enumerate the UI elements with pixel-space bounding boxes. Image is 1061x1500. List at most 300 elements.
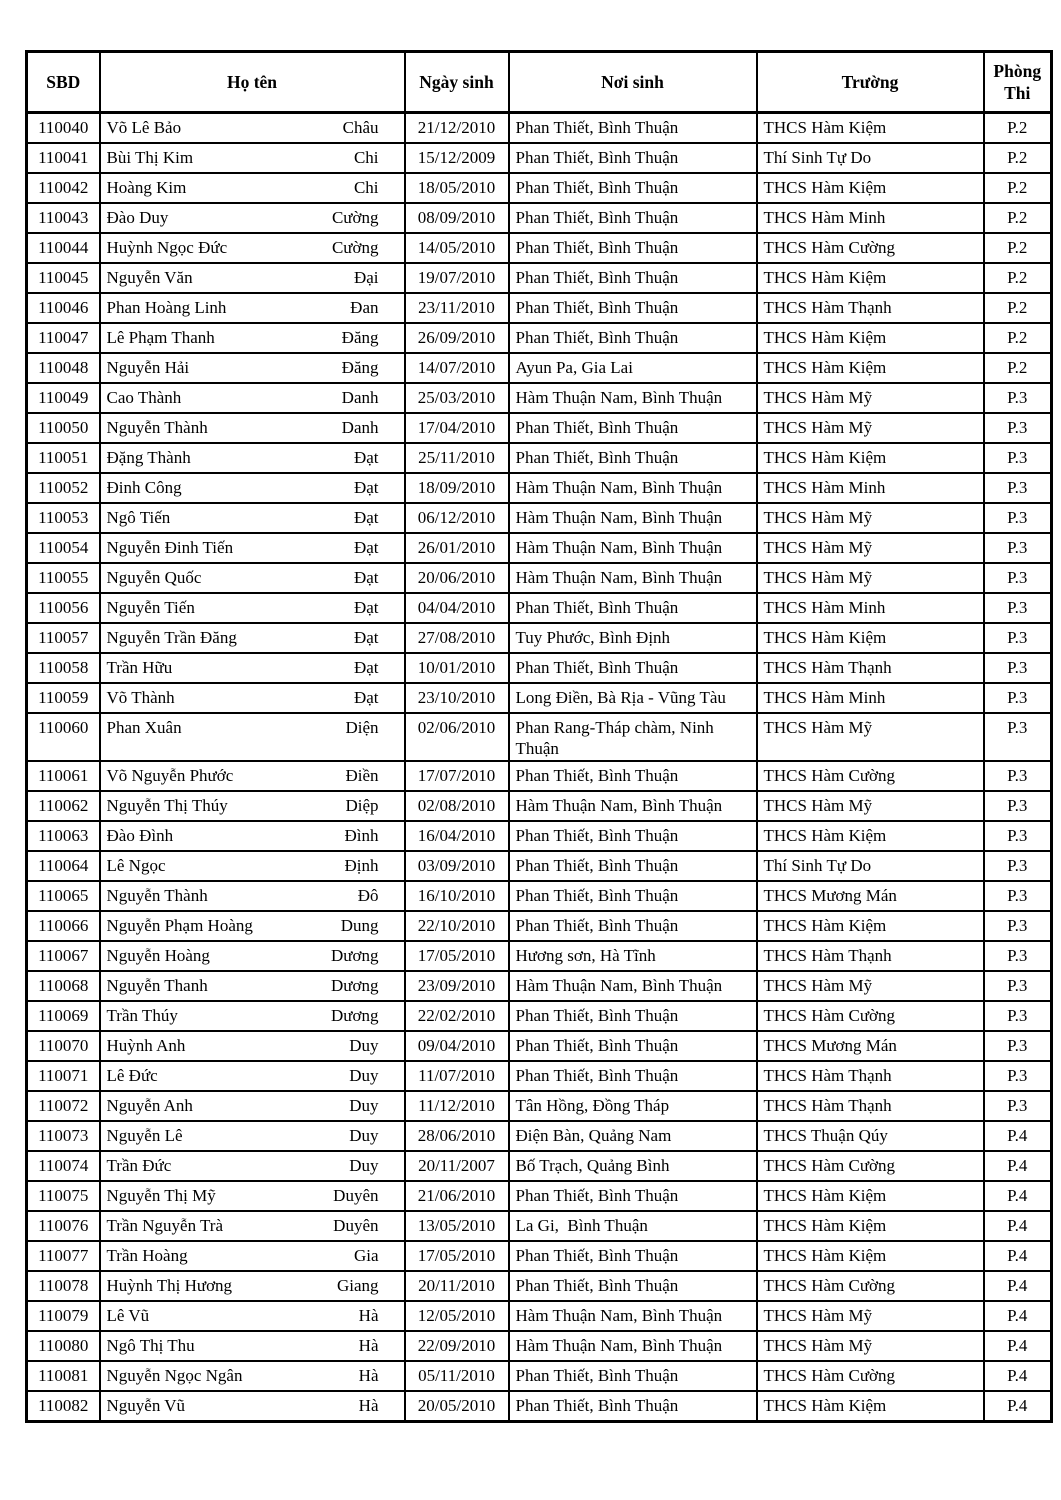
cell-birthplace: Hàm Thuận Nam, Bình Thuận bbox=[509, 791, 757, 821]
cell-school: THCS Hàm Minh bbox=[757, 473, 984, 503]
cell-full-name bbox=[100, 1061, 405, 1091]
cell-school: Thí Sinh Tự Do bbox=[757, 143, 984, 173]
cell-candidate-number: 110070 bbox=[27, 1031, 100, 1061]
cell-school: THCS Hàm Thạnh bbox=[757, 1061, 984, 1091]
cell-birthplace: Phan Thiết, Bình Thuận bbox=[509, 1391, 757, 1422]
cell-birthplace: Phan Thiết, Bình Thuận bbox=[509, 323, 757, 353]
cell-candidate-number: 110074 bbox=[27, 1151, 100, 1181]
given-name: Châu bbox=[342, 118, 379, 137]
cell-candidate-number: 110077 bbox=[27, 1241, 100, 1271]
cell-full-name bbox=[100, 1031, 405, 1061]
cell-candidate-number: 110059 bbox=[27, 683, 100, 713]
table-row bbox=[27, 1061, 1052, 1091]
cell-birthdate: 17/05/2010 bbox=[405, 941, 509, 971]
cell-birthdate: 04/04/2010 bbox=[405, 593, 509, 623]
cell-birthdate: 18/05/2010 bbox=[405, 173, 509, 203]
cell-exam-room: P.3 bbox=[984, 383, 1052, 413]
cell-birthdate: 20/11/2010 bbox=[405, 1271, 509, 1301]
table-row bbox=[27, 1031, 1052, 1061]
cell-exam-room: P.3 bbox=[984, 971, 1052, 1001]
cell-birthplace: Phan Thiết, Bình Thuận bbox=[509, 821, 757, 851]
cell-exam-room: P.3 bbox=[984, 881, 1052, 911]
cell-birthdate: 18/09/2010 bbox=[405, 473, 509, 503]
cell-birthdate: 20/06/2010 bbox=[405, 563, 509, 593]
cell-exam-room: P.3 bbox=[984, 1061, 1052, 1091]
family-middle-name: Trần Hoàng bbox=[106, 1246, 188, 1265]
family-middle-name: Lê Ngọc bbox=[106, 856, 166, 875]
table-row bbox=[27, 1091, 1052, 1121]
cell-full-name bbox=[100, 173, 405, 203]
full-name bbox=[107, 657, 398, 678]
cell-full-name bbox=[100, 563, 405, 593]
cell-exam-room: P.2 bbox=[984, 263, 1052, 293]
table-row bbox=[27, 1211, 1052, 1241]
cell-exam-room: P.4 bbox=[984, 1271, 1052, 1301]
given-name: Đạt bbox=[353, 598, 379, 617]
cell-school: THCS Hàm Cường bbox=[757, 1271, 984, 1301]
full-name bbox=[107, 825, 398, 846]
cell-school: THCS Mương Mán bbox=[757, 881, 984, 911]
cell-full-name bbox=[100, 1331, 405, 1361]
cell-birthdate: 16/04/2010 bbox=[405, 821, 509, 851]
cell-birthdate: 17/04/2010 bbox=[405, 413, 509, 443]
cell-candidate-number: 110063 bbox=[27, 821, 100, 851]
cell-school: THCS Hàm Cường bbox=[757, 1001, 984, 1031]
cell-birthplace: Phan Thiết, Bình Thuận bbox=[509, 911, 757, 941]
family-middle-name: Võ Nguyễn Phước bbox=[106, 766, 234, 785]
cell-birthdate: 16/10/2010 bbox=[405, 881, 509, 911]
cell-birthdate: 11/07/2010 bbox=[405, 1061, 509, 1091]
cell-birthplace: Phan Thiết, Bình Thuận bbox=[509, 1031, 757, 1061]
cell-exam-room: P.4 bbox=[984, 1391, 1052, 1422]
cell-birthplace: Phan Thiết, Bình Thuận bbox=[509, 851, 757, 881]
cell-school: THCS Hàm Thạnh bbox=[757, 1091, 984, 1121]
cell-school: THCS Hàm Kiệm bbox=[757, 1241, 984, 1271]
family-middle-name: Phan Hoàng Linh bbox=[106, 298, 227, 317]
cell-candidate-number: 110056 bbox=[27, 593, 100, 623]
given-name: Đạt bbox=[353, 508, 379, 527]
cell-candidate-number: 110064 bbox=[27, 851, 100, 881]
family-middle-name: Trần Thúy bbox=[106, 1006, 178, 1025]
cell-exam-room: P.3 bbox=[984, 683, 1052, 713]
family-middle-name: Nguyễn Hoàng bbox=[106, 946, 210, 965]
cell-full-name bbox=[100, 383, 405, 413]
cell-birthplace: Hương sơn, Hà Tĩnh bbox=[509, 941, 757, 971]
cell-school: THCS Hàm Mỹ bbox=[757, 563, 984, 593]
cell-full-name bbox=[100, 1001, 405, 1031]
family-middle-name: Nguyễn Lê bbox=[106, 1126, 183, 1145]
cell-school: THCS Hàm Cường bbox=[757, 1151, 984, 1181]
full-name bbox=[107, 537, 398, 558]
family-middle-name: Trần Nguyễn Trà bbox=[106, 1216, 224, 1235]
cell-birthplace: Hàm Thuận Nam, Bình Thuận bbox=[509, 503, 757, 533]
cell-birthplace: Phan Thiết, Bình Thuận bbox=[509, 593, 757, 623]
cell-school: THCS Hàm Mỹ bbox=[757, 383, 984, 413]
family-middle-name: Huỳnh Ngọc Đức bbox=[106, 238, 228, 257]
cell-full-name bbox=[100, 713, 405, 761]
table-row bbox=[27, 563, 1052, 593]
family-middle-name: Lê Đức bbox=[106, 1066, 158, 1085]
full-name bbox=[107, 1155, 398, 1176]
given-name: Chi bbox=[353, 178, 379, 197]
full-name bbox=[107, 267, 398, 288]
cell-birthplace: Tân Hồng, Đồng Tháp bbox=[509, 1091, 757, 1121]
cell-exam-room: P.3 bbox=[984, 821, 1052, 851]
family-middle-name: Nguyễn Đinh Tiến bbox=[106, 538, 234, 557]
cell-school: THCS Hàm Thạnh bbox=[757, 941, 984, 971]
table-row bbox=[27, 1301, 1052, 1331]
cell-full-name bbox=[100, 233, 405, 263]
cell-exam-room: P.2 bbox=[984, 203, 1052, 233]
given-name: Duy bbox=[349, 1156, 379, 1175]
cell-birthdate: 26/01/2010 bbox=[405, 533, 509, 563]
given-name: Đại bbox=[353, 268, 379, 287]
cell-birthplace: Bố Trạch, Quảng Bình bbox=[509, 1151, 757, 1181]
cell-full-name bbox=[100, 1181, 405, 1211]
cell-birthdate: 17/07/2010 bbox=[405, 761, 509, 791]
cell-full-name bbox=[100, 971, 405, 1001]
cell-birthdate: 21/06/2010 bbox=[405, 1181, 509, 1211]
cell-birthplace: Hàm Thuận Nam, Bình Thuận bbox=[509, 473, 757, 503]
cell-full-name bbox=[100, 1151, 405, 1181]
cell-exam-room: P.3 bbox=[984, 593, 1052, 623]
table-row bbox=[27, 443, 1052, 473]
cell-candidate-number: 110051 bbox=[27, 443, 100, 473]
table-row bbox=[27, 1331, 1052, 1361]
cell-birthdate: 13/05/2010 bbox=[405, 1211, 509, 1241]
cell-candidate-number: 110073 bbox=[27, 1121, 100, 1151]
cell-birthdate: 25/03/2010 bbox=[405, 383, 509, 413]
given-name: Chi bbox=[353, 148, 379, 167]
cell-birthplace: Phan Thiết, Bình Thuận bbox=[509, 203, 757, 233]
header-sbd: SBD bbox=[27, 52, 100, 113]
cell-full-name bbox=[100, 941, 405, 971]
cell-school: THCS Hàm Thạnh bbox=[757, 293, 984, 323]
cell-full-name bbox=[100, 821, 405, 851]
table-row bbox=[27, 383, 1052, 413]
cell-birthdate: 19/07/2010 bbox=[405, 263, 509, 293]
table-row bbox=[27, 713, 1052, 761]
cell-birthplace: Phan Thiết, Bình Thuận bbox=[509, 143, 757, 173]
cell-exam-room: P.3 bbox=[984, 1091, 1052, 1121]
cell-candidate-number: 110047 bbox=[27, 323, 100, 353]
cell-school: THCS Hàm Kiệm bbox=[757, 263, 984, 293]
cell-full-name bbox=[100, 353, 405, 383]
given-name: Cường bbox=[331, 238, 379, 257]
table-row bbox=[27, 971, 1052, 1001]
header-row bbox=[27, 52, 1052, 113]
full-name bbox=[107, 207, 398, 228]
cell-school: THCS Hàm Kiệm bbox=[757, 1391, 984, 1422]
cell-candidate-number: 110055 bbox=[27, 563, 100, 593]
full-name bbox=[107, 1305, 398, 1326]
cell-birthplace: Phan Thiết, Bình Thuận bbox=[509, 1001, 757, 1031]
cell-birthdate: 27/08/2010 bbox=[405, 623, 509, 653]
cell-school: THCS Hàm Cường bbox=[757, 233, 984, 263]
family-middle-name: Lê Vũ bbox=[106, 1306, 150, 1325]
given-name: Dung bbox=[340, 916, 379, 935]
cell-exam-room: P.2 bbox=[984, 353, 1052, 383]
table-row bbox=[27, 1151, 1052, 1181]
cell-full-name bbox=[100, 791, 405, 821]
cell-school: THCS Hàm Mỹ bbox=[757, 503, 984, 533]
cell-school: THCS Hàm Minh bbox=[757, 593, 984, 623]
table-row bbox=[27, 1241, 1052, 1271]
cell-birthdate: 12/05/2010 bbox=[405, 1301, 509, 1331]
cell-candidate-number: 110068 bbox=[27, 971, 100, 1001]
given-name: Dương bbox=[331, 976, 379, 995]
cell-exam-room: P.3 bbox=[984, 533, 1052, 563]
cell-full-name bbox=[100, 623, 405, 653]
cell-full-name bbox=[100, 203, 405, 233]
cell-school: THCS Hàm Mỹ bbox=[757, 413, 984, 443]
cell-exam-room: P.3 bbox=[984, 761, 1052, 791]
header-full-name: Họ tên bbox=[100, 52, 405, 113]
cell-candidate-number: 110061 bbox=[27, 761, 100, 791]
cell-exam-room: P.4 bbox=[984, 1211, 1052, 1241]
table-row bbox=[27, 293, 1052, 323]
cell-school: THCS Hàm Minh bbox=[757, 683, 984, 713]
cell-candidate-number: 110058 bbox=[27, 653, 100, 683]
full-name bbox=[107, 597, 398, 618]
cell-birthplace: La Gi, Bình Thuận bbox=[509, 1211, 757, 1241]
cell-full-name bbox=[100, 263, 405, 293]
family-middle-name: Phan Xuân bbox=[106, 718, 182, 737]
family-middle-name: Ngô Thị Thu bbox=[106, 1336, 195, 1355]
cell-full-name bbox=[100, 1301, 405, 1331]
family-middle-name: Nguyễn Tiến bbox=[106, 598, 195, 617]
table-row bbox=[27, 203, 1052, 233]
given-name: Định bbox=[344, 856, 379, 875]
given-name: Dương bbox=[331, 1006, 379, 1025]
cell-school: Thí Sinh Tự Do bbox=[757, 851, 984, 881]
table-row bbox=[27, 173, 1052, 203]
cell-birthdate: 28/06/2010 bbox=[405, 1121, 509, 1151]
cell-birthplace: Phan Thiết, Bình Thuận bbox=[509, 1241, 757, 1271]
table-row bbox=[27, 533, 1052, 563]
cell-exam-room: P.4 bbox=[984, 1181, 1052, 1211]
table-row bbox=[27, 593, 1052, 623]
cell-birthdate: 23/11/2010 bbox=[405, 293, 509, 323]
cell-candidate-number: 110080 bbox=[27, 1331, 100, 1361]
table-row bbox=[27, 143, 1052, 173]
cell-full-name bbox=[100, 593, 405, 623]
family-middle-name: Đinh Công bbox=[106, 478, 182, 497]
given-name: Duy bbox=[349, 1096, 379, 1115]
cell-birthplace: Phan Thiết, Bình Thuận bbox=[509, 173, 757, 203]
cell-school: THCS Hàm Kiệm bbox=[757, 113, 984, 144]
full-name bbox=[107, 1245, 398, 1266]
table-row bbox=[27, 653, 1052, 683]
table-row bbox=[27, 353, 1052, 383]
cell-birthplace: Phan Thiết, Bình Thuận bbox=[509, 761, 757, 791]
cell-candidate-number: 110050 bbox=[27, 413, 100, 443]
cell-full-name bbox=[100, 443, 405, 473]
cell-school: THCS Hàm Mỹ bbox=[757, 791, 984, 821]
cell-candidate-number: 110069 bbox=[27, 1001, 100, 1031]
cell-full-name bbox=[100, 653, 405, 683]
header-birthplace: Nơi sinh bbox=[509, 52, 757, 113]
cell-full-name bbox=[100, 1121, 405, 1151]
table-row bbox=[27, 1121, 1052, 1151]
cell-exam-room: P.2 bbox=[984, 323, 1052, 353]
full-name bbox=[107, 1275, 398, 1296]
cell-birthdate: 20/11/2007 bbox=[405, 1151, 509, 1181]
cell-birthdate: 23/09/2010 bbox=[405, 971, 509, 1001]
cell-candidate-number: 110041 bbox=[27, 143, 100, 173]
full-name bbox=[107, 177, 398, 198]
cell-candidate-number: 110060 bbox=[27, 713, 100, 761]
cell-candidate-number: 110040 bbox=[27, 113, 100, 144]
family-middle-name: Bùi Thị Kim bbox=[106, 148, 194, 167]
cell-full-name bbox=[100, 473, 405, 503]
cell-full-name bbox=[100, 1391, 405, 1422]
table-row bbox=[27, 683, 1052, 713]
given-name: Đăng bbox=[341, 358, 379, 377]
given-name: Đô bbox=[357, 886, 379, 905]
given-name: Đạt bbox=[353, 688, 379, 707]
cell-birthplace: Long Điền, Bà Rịa - Vũng Tàu bbox=[509, 683, 757, 713]
cell-candidate-number: 110054 bbox=[27, 533, 100, 563]
cell-candidate-number: 110044 bbox=[27, 233, 100, 263]
cell-birthplace: Ayun Pa, Gia Lai bbox=[509, 353, 757, 383]
cell-exam-room: P.4 bbox=[984, 1151, 1052, 1181]
cell-candidate-number: 110053 bbox=[27, 503, 100, 533]
given-name: Đan bbox=[350, 298, 379, 317]
full-name bbox=[107, 147, 398, 168]
cell-birthdate: 10/01/2010 bbox=[405, 653, 509, 683]
cell-exam-room: P.4 bbox=[984, 1241, 1052, 1271]
cell-birthplace: Phan Rang-Tháp chàm, Ninh Thuận bbox=[509, 713, 757, 761]
full-name bbox=[107, 1125, 398, 1146]
family-middle-name: Võ Lê Bảo bbox=[106, 118, 182, 137]
given-name: Duy bbox=[349, 1126, 379, 1145]
cell-birthplace: Phan Thiết, Bình Thuận bbox=[509, 293, 757, 323]
table-row bbox=[27, 1271, 1052, 1301]
full-name bbox=[107, 447, 398, 468]
full-name bbox=[107, 975, 398, 996]
cell-school: THCS Hàm Mỹ bbox=[757, 713, 984, 761]
given-name: Duyên bbox=[333, 1216, 379, 1235]
cell-birthdate: 02/08/2010 bbox=[405, 791, 509, 821]
cell-exam-room: P.2 bbox=[984, 293, 1052, 323]
cell-exam-room: P.3 bbox=[984, 473, 1052, 503]
cell-school: THCS Hàm Kiệm bbox=[757, 323, 984, 353]
cell-birthdate: 09/04/2010 bbox=[405, 1031, 509, 1061]
given-name: Hà bbox=[358, 1366, 379, 1385]
cell-birthplace: Phan Thiết, Bình Thuận bbox=[509, 113, 757, 144]
cell-full-name bbox=[100, 1361, 405, 1391]
table-row bbox=[27, 1001, 1052, 1031]
cell-birthdate: 06/12/2010 bbox=[405, 503, 509, 533]
header-school: Trường bbox=[757, 52, 984, 113]
cell-full-name bbox=[100, 851, 405, 881]
family-middle-name: Lê Phạm Thanh bbox=[106, 328, 215, 347]
cell-full-name bbox=[100, 1241, 405, 1271]
cell-birthplace: Phan Thiết, Bình Thuận bbox=[509, 263, 757, 293]
cell-candidate-number: 110062 bbox=[27, 791, 100, 821]
family-middle-name: Võ Thành bbox=[106, 688, 175, 707]
given-name: Đạt bbox=[353, 568, 379, 587]
table-row bbox=[27, 623, 1052, 653]
cell-candidate-number: 110078 bbox=[27, 1271, 100, 1301]
given-name: Cường bbox=[331, 208, 379, 227]
given-name: Dương bbox=[331, 946, 379, 965]
full-name bbox=[107, 687, 398, 708]
table-row bbox=[27, 1361, 1052, 1391]
header-exam-room: Phòng Thi bbox=[984, 52, 1052, 113]
family-middle-name: Hoàng Kim bbox=[106, 178, 187, 197]
cell-school: THCS Hàm Cường bbox=[757, 761, 984, 791]
family-middle-name: Nguyễn Hải bbox=[106, 358, 190, 377]
cell-exam-room: P.2 bbox=[984, 233, 1052, 263]
given-name: Diện bbox=[345, 718, 379, 737]
cell-birthplace: Phan Thiết, Bình Thuận bbox=[509, 413, 757, 443]
cell-candidate-number: 110043 bbox=[27, 203, 100, 233]
cell-school: THCS Mương Mán bbox=[757, 1031, 984, 1061]
given-name: Hà bbox=[358, 1396, 379, 1415]
full-name bbox=[107, 717, 398, 738]
given-name: Đạt bbox=[353, 538, 379, 557]
table-row bbox=[27, 263, 1052, 293]
given-name: Đạt bbox=[353, 478, 379, 497]
cell-birthplace: Hàm Thuận Nam, Bình Thuận bbox=[509, 971, 757, 1001]
cell-exam-room: P.4 bbox=[984, 1361, 1052, 1391]
cell-candidate-number: 110082 bbox=[27, 1391, 100, 1422]
family-middle-name: Ngô Tiến bbox=[106, 508, 171, 527]
family-middle-name: Nguyễn Văn bbox=[106, 268, 193, 287]
given-name: Gia bbox=[353, 1246, 379, 1265]
cell-full-name bbox=[100, 413, 405, 443]
cell-exam-room: P.3 bbox=[984, 503, 1052, 533]
cell-full-name bbox=[100, 761, 405, 791]
table-row bbox=[27, 911, 1052, 941]
table-row bbox=[27, 113, 1052, 144]
cell-exam-room: P.3 bbox=[984, 443, 1052, 473]
cell-full-name bbox=[100, 683, 405, 713]
cell-school: THCS Hàm Thạnh bbox=[757, 653, 984, 683]
cell-candidate-number: 110045 bbox=[27, 263, 100, 293]
family-middle-name: Nguyễn Phạm Hoàng bbox=[106, 916, 253, 935]
full-name bbox=[107, 1185, 398, 1206]
cell-birthplace: Phan Thiết, Bình Thuận bbox=[509, 1181, 757, 1211]
cell-birthdate: 08/09/2010 bbox=[405, 203, 509, 233]
table-row bbox=[27, 1181, 1052, 1211]
exam-roster-table bbox=[25, 50, 1053, 1423]
cell-birthdate: 25/11/2010 bbox=[405, 443, 509, 473]
cell-candidate-number: 110049 bbox=[27, 383, 100, 413]
family-middle-name: Nguyễn Thành bbox=[106, 886, 208, 905]
cell-school: THCS Hàm Kiệm bbox=[757, 623, 984, 653]
cell-birthplace: Phan Thiết, Bình Thuận bbox=[509, 881, 757, 911]
family-middle-name: Cao Thành bbox=[106, 388, 182, 407]
table-row bbox=[27, 413, 1052, 443]
cell-birthplace: Phan Thiết, Bình Thuận bbox=[509, 233, 757, 263]
cell-exam-room: P.4 bbox=[984, 1301, 1052, 1331]
cell-birthplace: Hàm Thuận Nam, Bình Thuận bbox=[509, 383, 757, 413]
cell-birthdate: 23/10/2010 bbox=[405, 683, 509, 713]
full-name bbox=[107, 1095, 398, 1116]
header-birthdate: Ngày sinh bbox=[405, 52, 509, 113]
full-name bbox=[107, 1065, 398, 1086]
given-name: Duy bbox=[349, 1066, 379, 1085]
cell-exam-room: P.3 bbox=[984, 1031, 1052, 1061]
family-middle-name: Đặng Thành bbox=[106, 448, 191, 467]
cell-school: THCS Hàm Cường bbox=[757, 1361, 984, 1391]
cell-candidate-number: 110079 bbox=[27, 1301, 100, 1331]
full-name bbox=[107, 237, 398, 258]
given-name: Đăng bbox=[341, 328, 379, 347]
